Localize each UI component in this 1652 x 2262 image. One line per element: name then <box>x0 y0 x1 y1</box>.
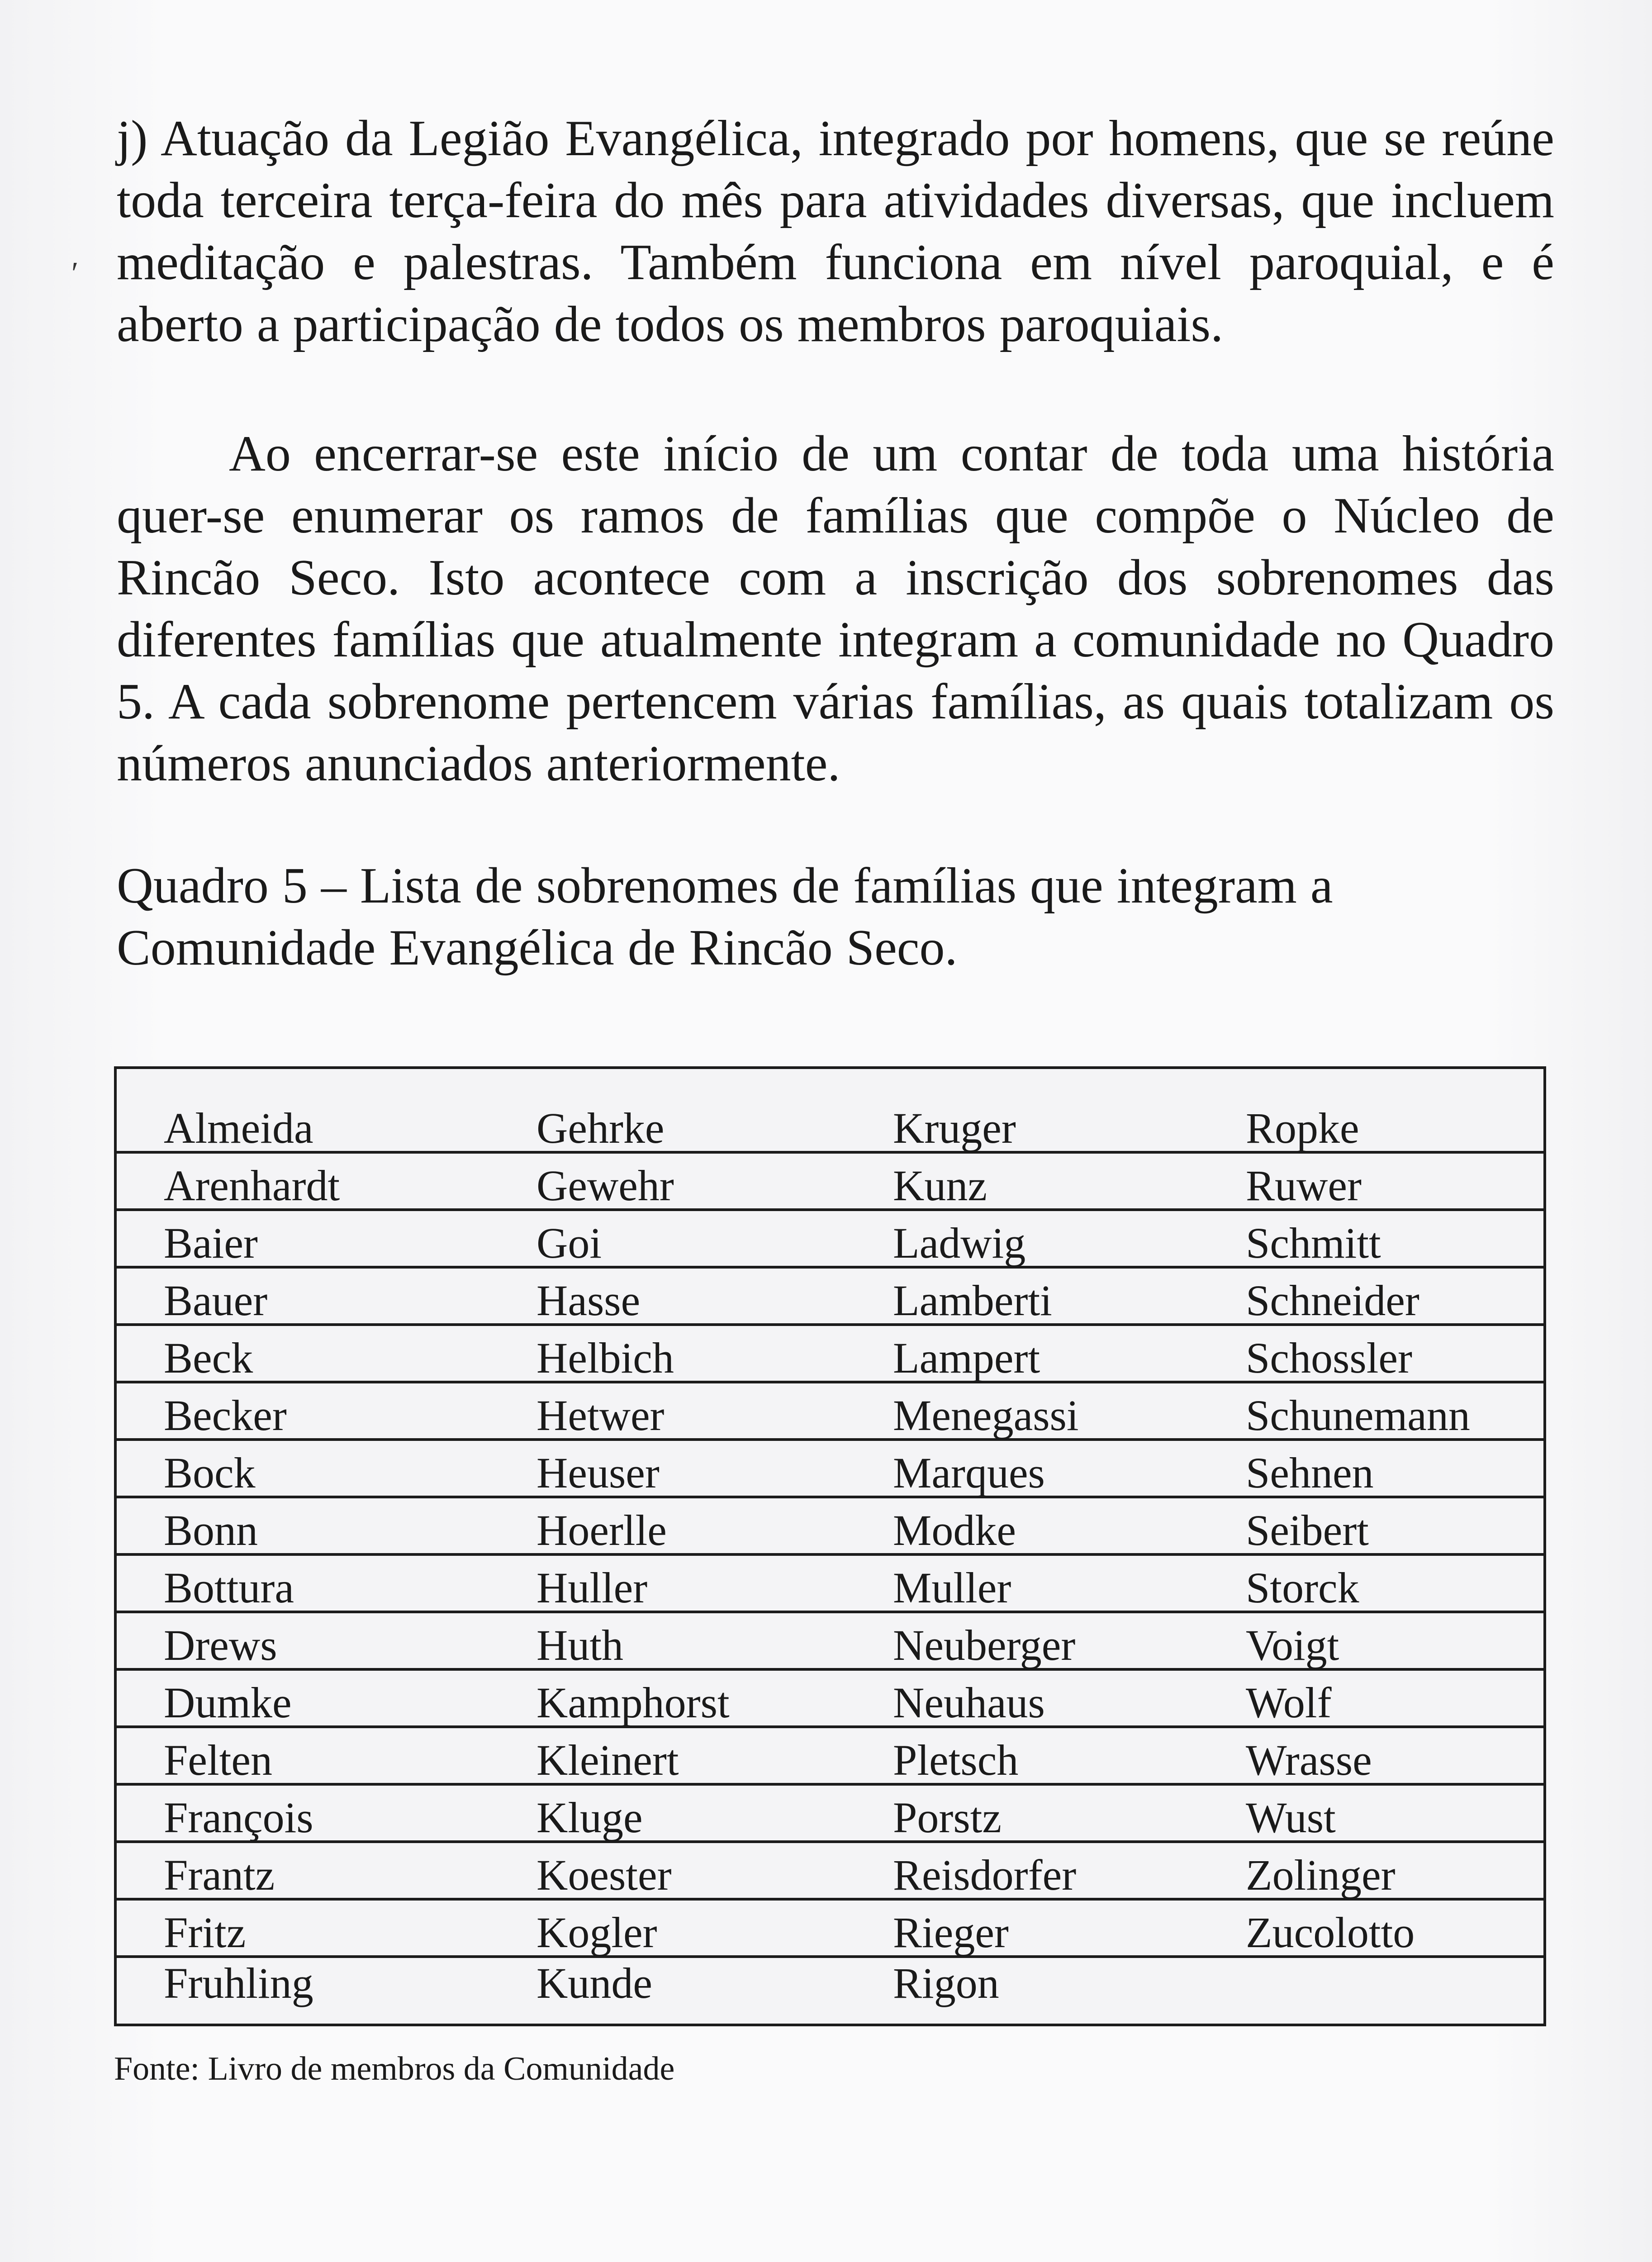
table-cell: Kogler <box>536 1908 657 1957</box>
table-cell: Schneider <box>1246 1276 1419 1325</box>
table-cell: Porstz <box>893 1793 1002 1842</box>
table-cell: Seibert <box>1246 1506 1369 1554</box>
table-cell: Schossler <box>1246 1334 1412 1382</box>
table-row <box>117 1556 1543 1613</box>
table-cell: Kamphorst <box>536 1678 730 1727</box>
table-cell: Wrasse <box>1246 1736 1372 1784</box>
table-cell: Muller <box>893 1563 1011 1612</box>
table-cell: Wolf <box>1246 1678 1332 1727</box>
table-cell: Heuser <box>536 1449 660 1497</box>
table-cell: Kluge <box>536 1793 643 1842</box>
table-cell: Voigt <box>1246 1621 1339 1669</box>
table-caption: Quadro 5 – Lista de sobrenomes de famílias que integram a Comunidade Evangélica de Rincão Seco. <box>117 858 1333 976</box>
table-cell: Hetwer <box>536 1391 665 1440</box>
table-row <box>117 1901 1543 1958</box>
table-cell: Helbich <box>536 1334 674 1382</box>
table-row <box>117 1069 1543 1154</box>
table-row <box>117 1671 1543 1728</box>
table-cell: Zucolotto <box>1246 1908 1415 1957</box>
table-cell: Lamberti <box>893 1276 1052 1325</box>
table-cell: Neuberger <box>893 1621 1076 1669</box>
table-row <box>117 1613 1543 1671</box>
table-row <box>117 1843 1543 1901</box>
table-cell: Kleinert <box>536 1736 679 1784</box>
table-row <box>117 1326 1543 1383</box>
table-cell: Hasse <box>536 1276 641 1325</box>
table-row <box>117 1269 1543 1326</box>
table-cell: Baier <box>164 1219 258 1267</box>
table-cell: Ladwig <box>893 1219 1026 1267</box>
table-cell: Rieger <box>893 1908 1009 1957</box>
table-row <box>117 1498 1543 1556</box>
table-cell: Huth <box>536 1621 623 1669</box>
table-cell: Fritz <box>164 1908 246 1957</box>
table-cell: Dumke <box>164 1678 292 1727</box>
table-cell: Wust <box>1246 1793 1336 1842</box>
table-cell: Beck <box>164 1334 253 1382</box>
table-cell: François <box>164 1793 313 1842</box>
table-cell: Storck <box>1246 1563 1359 1612</box>
stray-mark: ʹ <box>71 256 79 291</box>
table-cell: Drews <box>164 1621 277 1669</box>
table-cell: Fruhling <box>164 1959 313 2007</box>
table-source: Fonte: Livro de membros da Comunidade <box>114 2050 675 2087</box>
table-cell: Kunde <box>536 1959 652 2007</box>
table-cell: Kruger <box>893 1104 1016 1152</box>
table-cell: Almeida <box>164 1104 313 1152</box>
table-cell: Bauer <box>164 1276 268 1325</box>
table-cell: Arenhardt <box>164 1161 340 1210</box>
table-cell: Ropke <box>1246 1104 1359 1152</box>
table-cell: Neuhaus <box>893 1678 1045 1727</box>
table-cell: Ruwer <box>1246 1161 1362 1210</box>
table-cell: Pletsch <box>893 1736 1019 1784</box>
table-row <box>117 1211 1543 1269</box>
table-cell: Reisdorfer <box>893 1851 1077 1899</box>
table-row <box>117 1441 1543 1498</box>
table-row <box>117 1786 1543 1843</box>
table-cell: Modke <box>893 1506 1016 1554</box>
table-row <box>117 1958 1543 2027</box>
table-cell: Gehrke <box>536 1104 665 1152</box>
table-cell: Schunemann <box>1246 1391 1470 1440</box>
table-cell: Bonn <box>164 1506 258 1554</box>
table-row <box>117 1383 1543 1441</box>
table-cell: Gewehr <box>536 1161 674 1210</box>
table-cell: Sehnen <box>1246 1449 1374 1497</box>
table-cell: Frantz <box>164 1851 275 1899</box>
table-cell: Huller <box>536 1563 648 1612</box>
table-cell: Schmitt <box>1246 1219 1381 1267</box>
paragraph-item-j: j) Atuação da Legião Evangélica, integrado por homens, que se reúne toda terceira terça-feira do mês para atividades diversas, que incluem meditação e palestras. Também funciona em nível paroquial, e é aberto a participação de todos os membros paroquiais. <box>117 110 1554 352</box>
table-row <box>117 1728 1543 1786</box>
table-cell: Becker <box>164 1391 287 1440</box>
table-cell: Felten <box>164 1736 272 1784</box>
table-cell: Lampert <box>893 1334 1040 1382</box>
table-cell: Marques <box>893 1449 1045 1497</box>
table-cell: Hoerlle <box>536 1506 667 1554</box>
table-cell: Rigon <box>893 1959 999 2007</box>
table-cell: Koester <box>536 1851 672 1899</box>
table-cell: Bock <box>164 1449 256 1497</box>
table-cell: Zolinger <box>1246 1851 1396 1899</box>
table-cell: Goi <box>536 1219 602 1267</box>
paragraph-closing: Ao encerrar-se este início de um contar de toda uma história quer-se enumerar os ramos de famílias que compõe o Núcleo de Rincão Seco. Isto acontece com a inscrição dos sobrenomes das diferentes famílias que atualmente integram a comunidade no Quadro 5. A cada sobrenome pertencem várias famílias, as quais totalizam os números anunciados anteriormente. <box>117 426 1554 792</box>
table-cell: Menegassi <box>893 1391 1079 1440</box>
table-cell: Bottura <box>164 1563 294 1612</box>
table-row <box>117 1154 1543 1211</box>
table-cell: Kunz <box>893 1161 987 1210</box>
surname-table <box>114 1066 1546 2026</box>
